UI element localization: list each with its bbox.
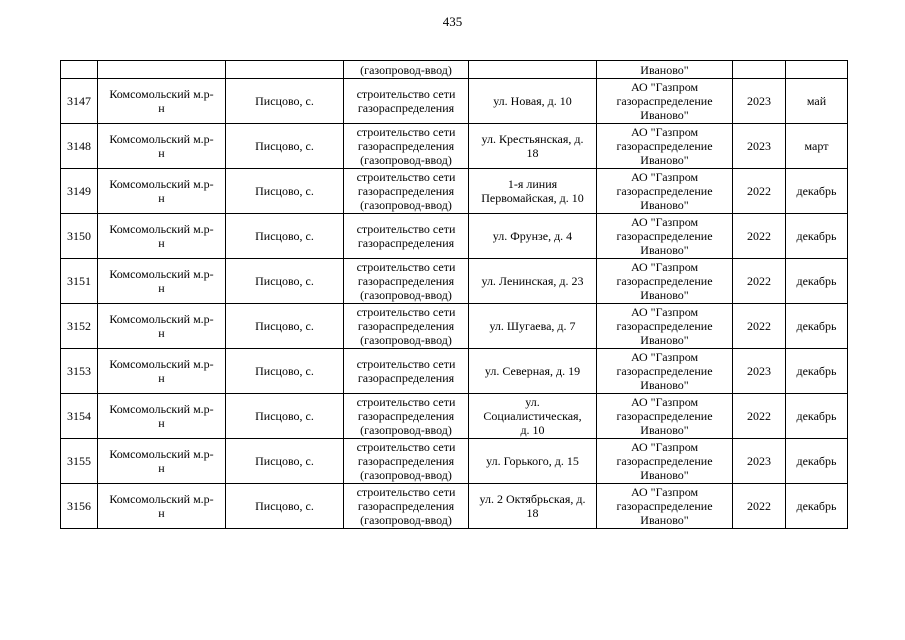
registry-table [60,60,848,529]
cell-number: 3152 [61,304,98,349]
cell-month: март [786,124,848,169]
cell-work-type-line: газораспределения [357,409,455,423]
cell-work-type [344,394,469,439]
table-row [61,394,848,439]
cell-work-type-line: газораспределения [357,371,455,385]
cell-district [98,439,226,484]
cell-district-line: н [158,416,165,430]
cell-month [786,61,848,79]
cell-address-line: ул. Крестьянская, д. [481,132,584,146]
cell-organization [597,259,733,304]
cell-address-line: ул. Горького, д. 15 [486,454,579,468]
cell-work-type-line: газораспределения [357,236,455,250]
cell-district-line: Комсомольский м.р- [109,492,214,506]
cell-work-type-line: газораспределения [357,319,455,333]
cell-organization-line: Иваново" [640,243,689,257]
cell-district-line: н [158,371,165,385]
cell-work-type-line: строительство сети [356,305,456,319]
cell-work-type [344,349,469,394]
cell-district-line: Комсомольский м.р- [109,357,214,371]
cell-number: 3147 [61,79,98,124]
cell-year [733,61,786,79]
cell-organization: Иваново" [597,61,733,79]
cell-year: 2022 [733,304,786,349]
cell-work-type [344,124,469,169]
cell-locality: Писцово, с. [226,259,344,304]
cell-address-line: 1-я линия [507,177,558,191]
page-number: 435 [442,14,463,29]
cell-address [469,79,597,124]
cell-organization [597,349,733,394]
cell-district [98,484,226,529]
cell-work-type-line: (газопровод-ввод) [360,153,452,167]
cell-organization [597,304,733,349]
cell-number: 3156 [61,484,98,529]
cell-organization-line: АО "Газпром [630,170,699,184]
cell-district-line: н [158,506,165,520]
cell-organization-line: газораспределение [616,364,713,378]
cell-address [469,304,597,349]
cell-work-type-line: строительство сети [356,222,456,236]
cell-year: 2023 [733,439,786,484]
cell-district-line: н [158,461,165,475]
cell-organization-line: газораспределение [616,94,713,108]
cell-month: декабрь [786,439,848,484]
continuation-row [61,61,848,79]
cell-locality: Писцово, с. [226,484,344,529]
table-row [61,169,848,214]
cell-address [469,259,597,304]
cell-year: 2023 [733,349,786,394]
cell-organization-line: Иваново" [640,288,689,302]
cell-work-type [344,79,469,124]
cell-locality: Писцово, с. [226,214,344,259]
cell-work-type [344,439,469,484]
cell-address [469,439,597,484]
cell-organization-line: АО "Газпром [630,395,699,409]
cell-district-line: Комсомольский м.р- [109,177,214,191]
cell-organization-line: Иваново" [640,108,689,122]
registry-table-body [61,61,848,529]
cell-address [469,169,597,214]
cell-district [98,259,226,304]
cell-work-type [344,484,469,529]
cell-organization-line: Иваново" [640,513,689,527]
cell-work-type-line: строительство сети [356,125,456,139]
cell-work-type-line: строительство сети [356,170,456,184]
cell-work-type-line: строительство сети [356,87,456,101]
cell-district-line: Комсомольский м.р- [109,402,214,416]
cell-year: 2023 [733,124,786,169]
cell-district [98,124,226,169]
cell-organization-line: АО "Газпром [630,350,699,364]
cell-work-type-line: газораспределения [357,139,455,153]
cell-address-line: ул. Шугаева, д. 7 [489,319,576,333]
cell-month: декабрь [786,349,848,394]
cell-organization-line: АО "Газпром [630,440,699,454]
cell-district [98,169,226,214]
cell-organization [597,439,733,484]
cell-organization-line: АО "Газпром [630,125,699,139]
cell-number: 3154 [61,394,98,439]
cell-organization-line: газораспределение [616,499,713,513]
cell-address-line: 18 [526,146,539,160]
cell-address-line: ул. 2 Октябрьская, д. [479,492,586,506]
cell-work-type [344,214,469,259]
cell-district-line: Комсомольский м.р- [109,87,214,101]
cell-address-line: д. 10 [520,423,545,437]
cell-year: 2022 [733,394,786,439]
cell-address [469,349,597,394]
cell-work-type-line: (газопровод-ввод) [360,468,452,482]
table-row [61,439,848,484]
cell-address [469,484,597,529]
cell-month: декабрь [786,169,848,214]
cell-address-line: Первомайская, д. 10 [481,191,584,205]
cell-organization [597,169,733,214]
cell-organization-line: газораспределение [616,229,713,243]
cell-locality [226,61,344,79]
cell-month: декабрь [786,394,848,439]
cell-work-type-line: газораспределения [357,454,455,468]
cell-district [98,61,226,79]
cell-district-line: н [158,326,165,340]
cell-organization-line: Иваново" [640,333,689,347]
cell-year: 2022 [733,259,786,304]
cell-work-type-line: (газопровод-ввод) [360,333,452,347]
cell-organization-line: газораспределение [616,184,713,198]
cell-organization-line: Иваново" [640,198,689,212]
cell-year: 2022 [733,214,786,259]
cell-work-type-line: строительство сети [356,260,456,274]
cell-district-line: н [158,191,165,205]
cell-organization [597,394,733,439]
cell-district-line: н [158,146,165,160]
cell-organization-line: АО "Газпром [630,80,699,94]
cell-organization-line: Иваново" [640,378,689,392]
cell-address-line: ул. [525,395,540,409]
table-row [61,214,848,259]
cell-work-type-line: строительство сети [356,485,456,499]
cell-locality: Писцово, с. [226,439,344,484]
cell-number: 3153 [61,349,98,394]
cell-organization-line: АО "Газпром [630,305,699,319]
cell-work-type-line: (газопровод-ввод) [360,513,452,527]
cell-district-line: Комсомольский м.р- [109,222,214,236]
cell-number: 3155 [61,439,98,484]
cell-address [469,61,597,79]
cell-locality: Писцово, с. [226,394,344,439]
cell-organization [597,79,733,124]
cell-organization [597,124,733,169]
cell-organization [597,214,733,259]
table-row [61,349,848,394]
cell-district [98,394,226,439]
cell-address-line: ул. Фрунзе, д. 4 [492,229,573,243]
cell-district [98,349,226,394]
table-row [61,484,848,529]
cell-district [98,304,226,349]
table-row [61,124,848,169]
cell-work-type-line: газораспределения [357,101,455,115]
cell-locality: Писцово, с. [226,124,344,169]
cell-organization-line: газораспределение [616,139,713,153]
cell-work-type-line: (газопровод-ввод) [360,288,452,302]
cell-work-type [344,169,469,214]
cell-locality: Писцово, с. [226,349,344,394]
table-row [61,304,848,349]
cell-address-line: 18 [526,506,539,520]
cell-work-type-line: строительство сети [356,440,456,454]
cell-organization-line: газораспределение [616,274,713,288]
cell-district-line: н [158,281,165,295]
cell-work-type: (газопровод-ввод) [344,61,469,79]
cell-year: 2023 [733,79,786,124]
cell-address-line: ул. Ленинская, д. 23 [481,274,584,288]
cell-year: 2022 [733,484,786,529]
cell-organization-line: Иваново" [640,423,689,437]
cell-address [469,214,597,259]
cell-work-type-line: строительство сети [356,395,456,409]
cell-locality: Писцово, с. [226,79,344,124]
cell-month: декабрь [786,214,848,259]
table-row [61,79,848,124]
cell-district-line: Комсомольский м.р- [109,132,214,146]
cell-district-line: Комсомольский м.р- [109,447,214,461]
cell-year: 2022 [733,169,786,214]
cell-work-type-line: газораспределения [357,184,455,198]
cell-address-line: ул. Новая, д. 10 [493,94,572,108]
cell-district [98,79,226,124]
cell-month: декабрь [786,484,848,529]
cell-address-line: Социалистическая, [483,409,582,423]
cell-district-line: Комсомольский м.р- [109,312,214,326]
cell-address [469,394,597,439]
cell-organization-line: АО "Газпром [630,215,699,229]
cell-work-type-line: (газопровод-ввод) [360,423,452,437]
cell-organization-line: Иваново" [640,153,689,167]
cell-organization-line: газораспределение [616,319,713,333]
cell-organization [597,484,733,529]
cell-month: декабрь [786,259,848,304]
cell-month: декабрь [786,304,848,349]
cell-number: 3150 [61,214,98,259]
cell-district-line: н [158,101,165,115]
cell-number: 3151 [61,259,98,304]
cell-organization-line: газораспределение [616,409,713,423]
cell-work-type-line: строительство сети [356,357,456,371]
cell-address-line: ул. Северная, д. 19 [484,364,581,378]
cell-number [61,61,98,79]
cell-locality: Писцово, с. [226,304,344,349]
cell-district-line: Комсомольский м.р- [109,267,214,281]
cell-organization-line: АО "Газпром [630,485,699,499]
cell-number: 3149 [61,169,98,214]
cell-district-line: н [158,236,165,250]
cell-work-type-line: газораспределения [357,274,455,288]
cell-locality: Писцово, с. [226,169,344,214]
cell-work-type [344,304,469,349]
cell-address [469,124,597,169]
cell-work-type [344,259,469,304]
cell-organization-line: газораспределение [616,454,713,468]
cell-number: 3148 [61,124,98,169]
cell-district [98,214,226,259]
cell-organization-line: Иваново" [640,468,689,482]
cell-organization-line: АО "Газпром [630,260,699,274]
table-row [61,259,848,304]
cell-month: май [786,79,848,124]
cell-work-type-line: (газопровод-ввод) [360,198,452,212]
cell-work-type-line: газораспределения [357,499,455,513]
